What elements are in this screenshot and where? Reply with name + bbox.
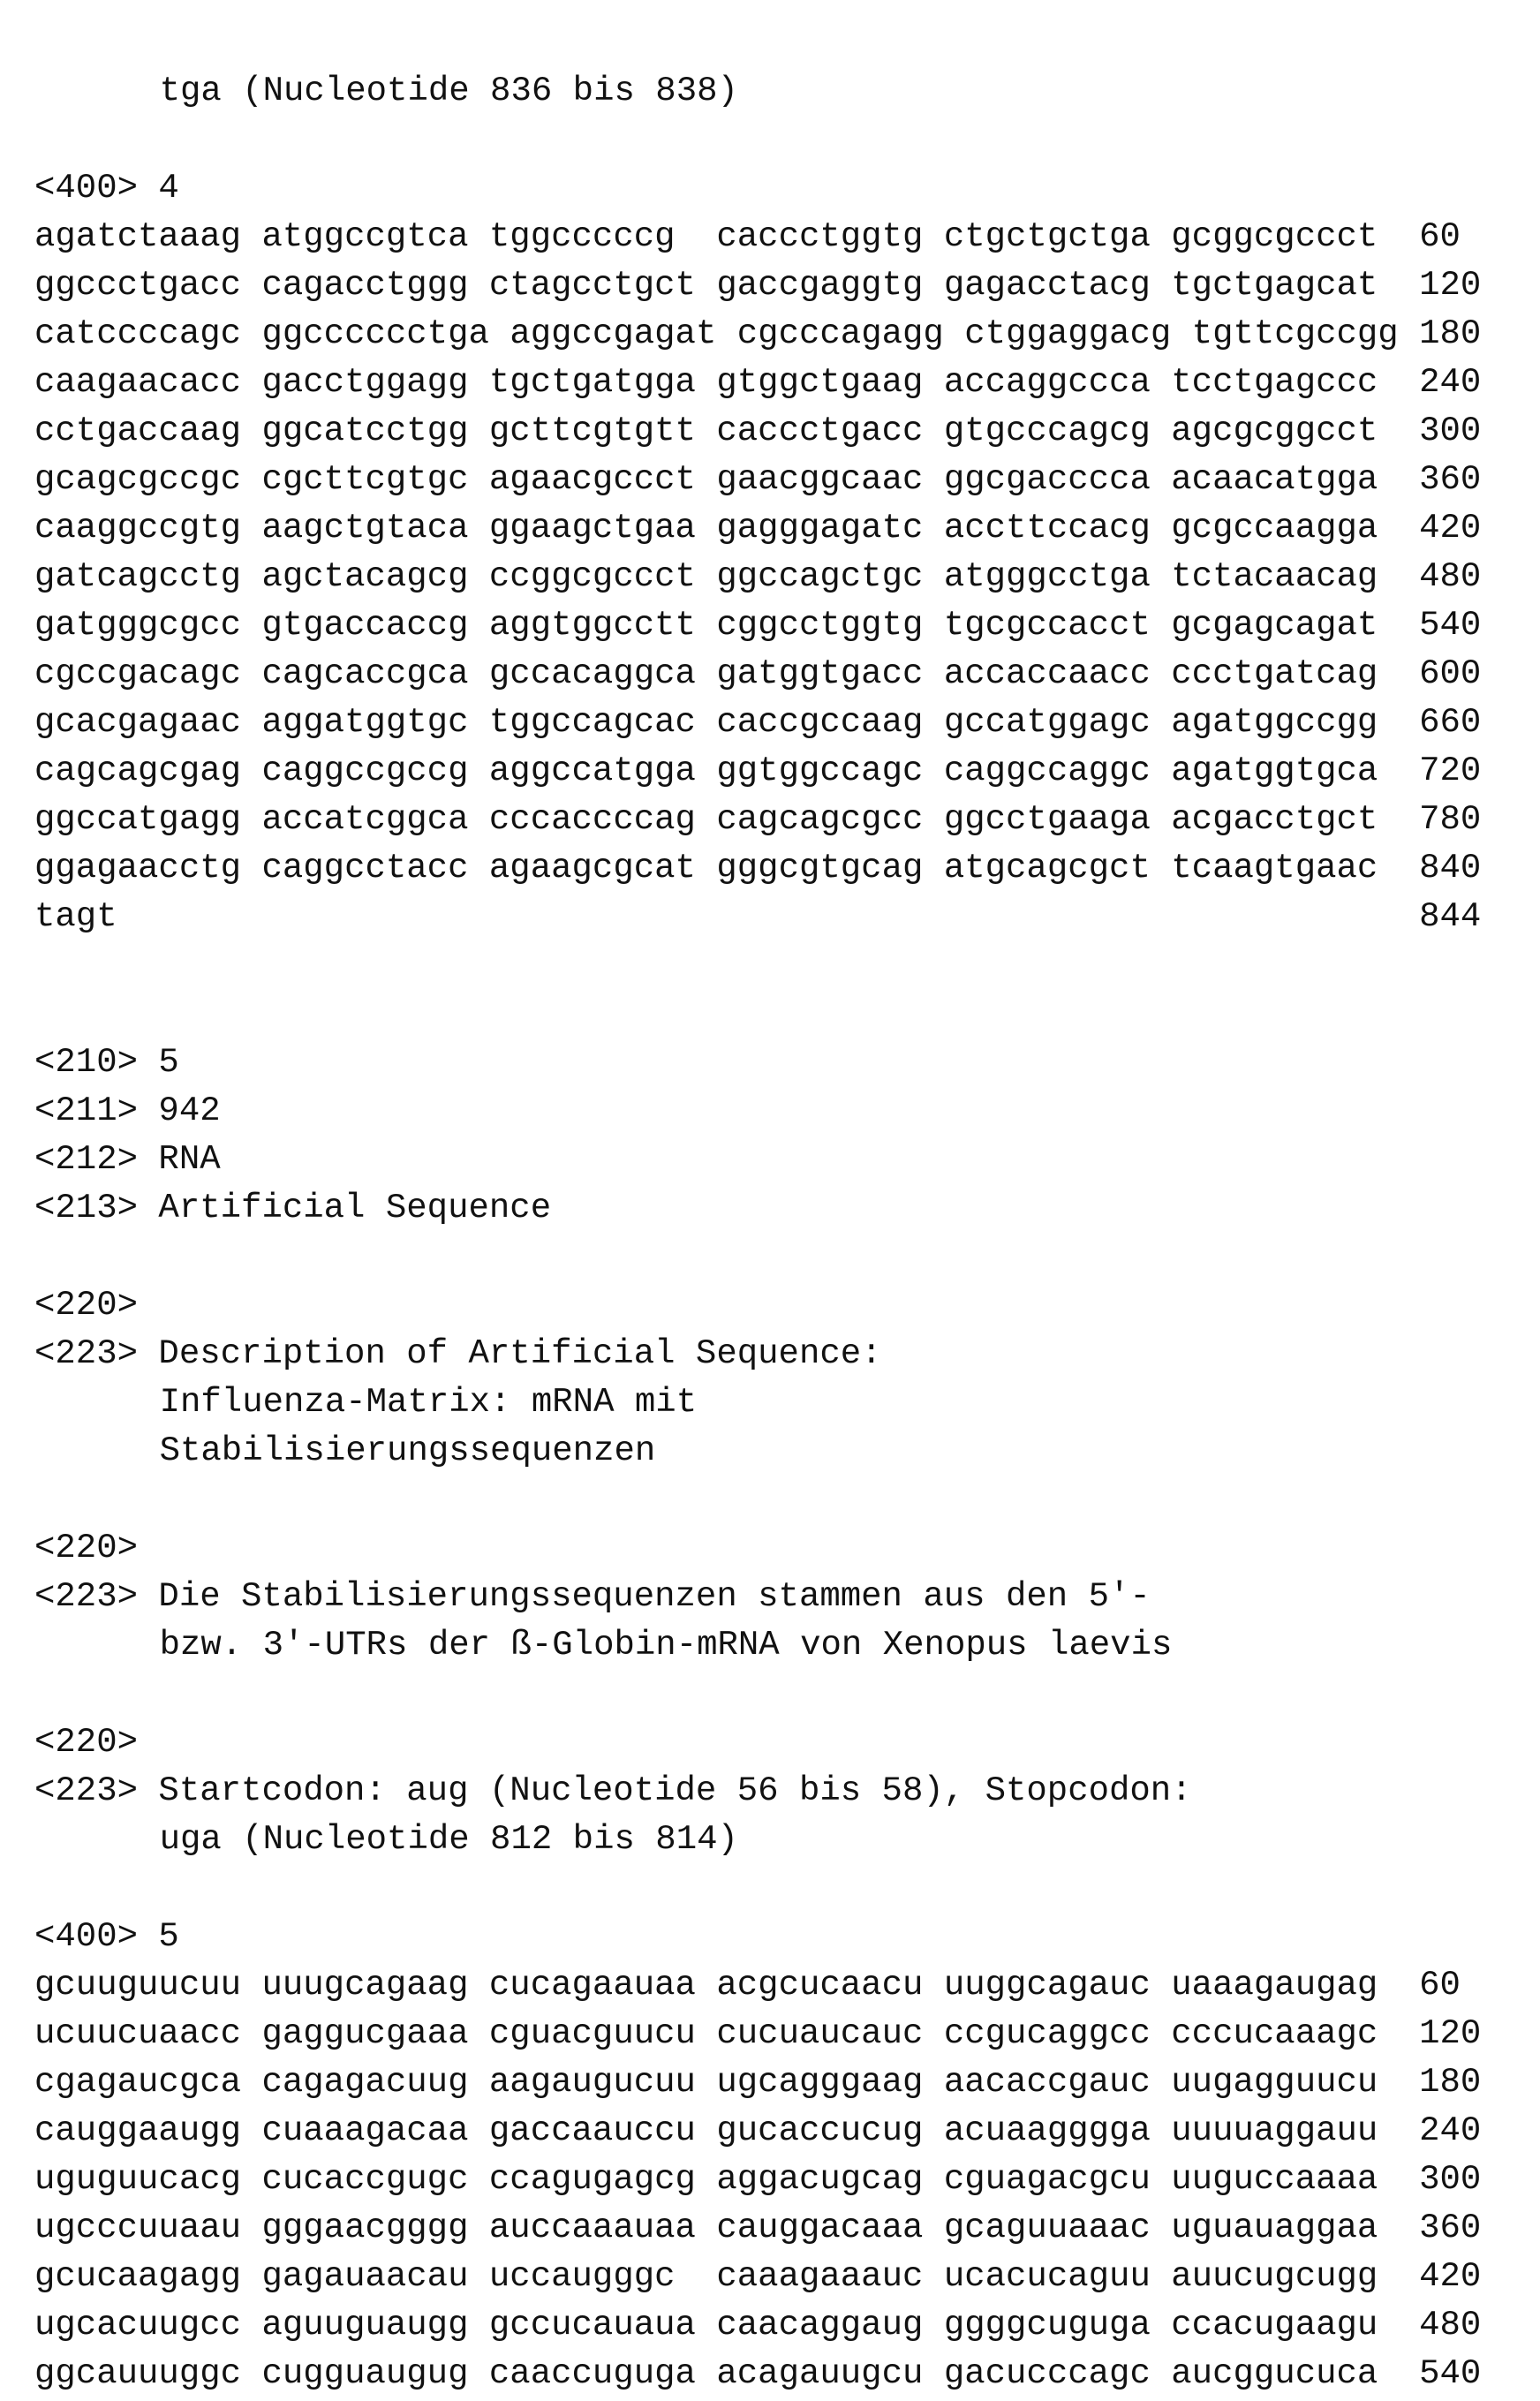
sequence-group: ugcacuugcc <box>34 2306 241 2344</box>
sequence-group: cugguaugug <box>261 2354 468 2393</box>
sequence-group: ucacucaguu <box>944 2257 1151 2296</box>
sequence-group: caccgccaag <box>716 703 923 742</box>
sequence-row <box>34 213 1481 261</box>
sequence-group: cccaccccag <box>489 800 696 839</box>
sequence-position-number: 420 <box>1419 2257 1481 2296</box>
sequence-group: accttccacg <box>944 509 1151 547</box>
feature-tag: <220> <box>34 1524 1481 1573</box>
sequence-group: tcaagtgaac <box>1171 849 1378 887</box>
sequence-group: uuugcagaag <box>261 1966 468 2005</box>
sequence-group: caccctgacc <box>716 411 923 450</box>
sequence-position-number: 300 <box>1419 2160 1481 2199</box>
sequence-group: gacctggagg <box>261 363 468 402</box>
seq5-organism: <213> Artificial Sequence <box>34 1184 1481 1233</box>
sequence-group: uguguucacg <box>34 2160 241 2199</box>
sequence-group: cagcagcgag <box>34 751 241 790</box>
sequence-group: cggcctggtg <box>716 606 923 645</box>
sequence-group: cucaccgugc <box>261 2160 468 2199</box>
sequence-group: ugcagggaag <box>716 2063 923 2102</box>
sequence-position-number: 180 <box>1419 2063 1481 2102</box>
sequence-position-number: 60 <box>1419 1966 1461 2005</box>
sequence-position-number: 540 <box>1419 2354 1481 2393</box>
sequence-position-number: 600 <box>1419 654 1481 693</box>
sequence-position-number: 480 <box>1419 557 1481 596</box>
sequence-group: accatcggca <box>261 800 468 839</box>
sequence-group: gatggtgacc <box>716 654 923 693</box>
sequence-row <box>34 698 1481 747</box>
sequence-group: aggccgagat <box>510 314 716 353</box>
sequence-group: uccaugggc <box>489 2257 676 2296</box>
sequence-group: aacaccgauc <box>944 2063 1151 2102</box>
sequence-group: gtggctgaag <box>716 363 923 402</box>
sequence-group: ggaagctgaa <box>489 509 696 547</box>
sequence-row <box>34 2301 1481 2350</box>
sequence-group: cgagaucgca <box>34 2063 241 2102</box>
sequence-group: gcggcgccct <box>1171 217 1378 256</box>
sequence-position-number: 780 <box>1419 800 1481 839</box>
sequence-group: ucuucuaacc <box>34 2014 241 2053</box>
sequence-group: aggacugcag <box>716 2160 923 2199</box>
sequence-group: cagcagcgcc <box>716 800 923 839</box>
sequence-row <box>34 359 1481 407</box>
sequence-position-number: 720 <box>1419 751 1481 790</box>
sequence-row <box>34 601 1481 650</box>
sequence-group: uugagguucu <box>1171 2063 1378 2102</box>
sequence-group: ggccatgagg <box>34 800 241 839</box>
sequence-group: agaagcgcat <box>489 849 696 887</box>
sequence-group: gccucauaua <box>489 2306 696 2344</box>
sequence-group: gagacctacg <box>944 266 1151 305</box>
sequence-group: ctgctgctga <box>944 217 1151 256</box>
sequence-group: gatcagcctg <box>34 557 241 596</box>
sequence-group: uuuuaggauu <box>1171 2111 1378 2150</box>
sequence-position-number: 540 <box>1419 606 1481 645</box>
sequence-group: tgcgccacct <box>944 606 1151 645</box>
sequence-group: caccctggtg <box>716 217 923 256</box>
sequence-group: cucuaucauc <box>716 2014 923 2053</box>
sequence-group: acuaagggga <box>944 2111 1151 2150</box>
feature-description-cont: Stabilisierungssequenzen <box>34 1427 1481 1476</box>
sequence-group: acaacatgga <box>1171 460 1378 499</box>
sequence-group: gtgcccagcg <box>944 411 1151 450</box>
sequence-group: ggccctgacc <box>34 266 241 305</box>
sequence-group: gcgccaagga <box>1171 509 1378 547</box>
sequence-group: cgccgacagc <box>34 654 241 693</box>
sequence-position-number: 844 <box>1419 897 1481 936</box>
sequence-position-number: 120 <box>1419 266 1481 305</box>
sequence-position-number: 840 <box>1419 849 1481 887</box>
sequence-group: cgcttcgtgc <box>261 460 468 499</box>
sequence-group: atgcagcgct <box>944 849 1151 887</box>
sequence-group: gcuuguucuu <box>34 1966 241 2005</box>
sequence-group: uuggcagauc <box>944 1966 1151 2005</box>
sequence-group: uaaagaugag <box>1171 1966 1378 2005</box>
sequence-position-number: 60 <box>1419 217 1461 256</box>
sequence-group: ggcauuuggc <box>34 2354 241 2393</box>
sequence-position-number: 180 <box>1419 314 1481 353</box>
sequence-group: cauggacaaa <box>716 2208 923 2247</box>
feature-description: <223> Die Stabilisierungssequenzen stammen aus den 5'- <box>34 1573 1481 1621</box>
sequence-row <box>34 2204 1481 2253</box>
seq4-sequence-block <box>34 213 1481 941</box>
sequence-row <box>34 650 1481 698</box>
sequence-group: cgcccagagg <box>737 314 944 353</box>
sequence-group: gcttcgtgtt <box>489 411 696 450</box>
sequence-group: ccgucaggcc <box>944 2014 1151 2053</box>
sequence-row <box>34 553 1481 601</box>
sequence-group: ugcccuuaau <box>34 2208 241 2247</box>
feature-description: <223> Description of Artificial Sequence: <box>34 1330 1481 1378</box>
sequence-row <box>34 2010 1481 2058</box>
sequence-group: tgctgagcat <box>1171 266 1378 305</box>
sequence-group: gaccgaggtg <box>716 266 923 305</box>
sequence-group: tgttcgccgg <box>1192 314 1399 353</box>
sequence-group: gtgaccaccg <box>261 606 468 645</box>
sequence-position-number: 660 <box>1419 703 1481 742</box>
sequence-position-number: 360 <box>1419 460 1481 499</box>
sequence-group: aagctgtaca <box>261 509 468 547</box>
sequence-group: acgacctgct <box>1171 800 1378 839</box>
sequence-row <box>34 456 1481 504</box>
sequence-listing-page <box>34 67 1481 2398</box>
sequence-group: agctacagcg <box>261 557 468 596</box>
sequence-group: ctggaggacg <box>964 314 1171 353</box>
sequence-group: accaccaacc <box>944 654 1151 693</box>
sequence-row <box>34 407 1481 456</box>
sequence-row <box>34 2107 1481 2156</box>
sequence-group: gcagcgccgc <box>34 460 241 499</box>
sequence-group: cguagacgcu <box>944 2160 1151 2199</box>
sequence-row <box>34 2058 1481 2107</box>
sequence-row <box>34 310 1481 359</box>
sequence-group: caggccgccg <box>261 751 468 790</box>
seq4-feature-continuation: tga (Nucleotide 836 bis 838) <box>34 67 1481 116</box>
sequence-group: ccagugagcg <box>489 2160 696 2199</box>
sequence-group: uuguccaaaa <box>1171 2160 1378 2199</box>
sequence-row <box>34 2156 1481 2204</box>
sequence-group: gggcgtgcag <box>716 849 923 887</box>
sequence-group: gaccaauccu <box>489 2111 696 2150</box>
sequence-group: cagacctggg <box>261 266 468 305</box>
sequence-group: ccggcgccct <box>489 557 696 596</box>
feature-description-cont: uga (Nucleotide 812 bis 814) <box>34 1816 1481 1864</box>
sequence-group: aggtggcctt <box>489 606 696 645</box>
sequence-group: tgctgatgga <box>489 363 696 402</box>
seq4-sequence-tag: <400> 4 <box>34 164 1481 213</box>
sequence-row <box>34 747 1481 796</box>
sequence-group: aggccatgga <box>489 751 696 790</box>
feature-description-cont: Influenza-Matrix: mRNA mit <box>34 1378 1481 1427</box>
sequence-group: ctagcctgct <box>489 266 696 305</box>
sequence-group: cagcaccgca <box>261 654 468 693</box>
sequence-group: catccccagc <box>34 314 241 353</box>
sequence-group: agatctaaag <box>34 217 241 256</box>
sequence-group: ggcatcctgg <box>261 411 468 450</box>
sequence-row <box>34 844 1481 893</box>
sequence-row <box>34 261 1481 310</box>
sequence-row <box>34 893 1481 941</box>
sequence-group: agaacgccct <box>489 460 696 499</box>
sequence-group: gatgggcgcc <box>34 606 241 645</box>
sequence-group: gaggucgaaa <box>261 2014 468 2053</box>
sequence-group: caggcctacc <box>261 849 468 887</box>
sequence-group: accaggccca <box>944 363 1151 402</box>
sequence-position-number: 120 <box>1419 2014 1481 2053</box>
sequence-group: cagagacuug <box>261 2063 468 2102</box>
seq5-sequence-block <box>34 1961 1481 2398</box>
sequence-group: agcgcggcct <box>1171 411 1378 450</box>
sequence-group: cauggaaugg <box>34 2111 241 2150</box>
feature-description: <223> Startcodon: aug (Nucleotide 56 bis 58), Stopcodon: <box>34 1767 1481 1816</box>
sequence-group: gcacgagaac <box>34 703 241 742</box>
sequence-row <box>34 2253 1481 2301</box>
sequence-group: agatggccgg <box>1171 703 1378 742</box>
sequence-group: ggccagctgc <box>716 557 923 596</box>
sequence-group: gaacggcaac <box>716 460 923 499</box>
sequence-group: aucggucuca <box>1171 2354 1378 2393</box>
sequence-group: gagauaacau <box>261 2257 468 2296</box>
sequence-group: tggcccccg <box>489 217 676 256</box>
sequence-group: ggagaacctg <box>34 849 241 887</box>
sequence-group: gucaccucug <box>716 2111 923 2150</box>
feature-tag: <220> <box>34 1281 1481 1330</box>
sequence-group: gcucaagagg <box>34 2257 241 2296</box>
sequence-group: agatggtgca <box>1171 751 1378 790</box>
sequence-group: ggcctgaaga <box>944 800 1151 839</box>
sequence-position-number: 420 <box>1419 509 1481 547</box>
sequence-group: cctgaccaag <box>34 411 241 450</box>
feature-tag: <220> <box>34 1718 1481 1767</box>
sequence-group: ggtggccagc <box>716 751 923 790</box>
sequence-group: tagt <box>34 897 117 936</box>
sequence-position-number: 360 <box>1419 2208 1481 2247</box>
seq5-id: <210> 5 <box>34 1038 1481 1087</box>
sequence-position-number: 300 <box>1419 411 1481 450</box>
sequence-group: uguauaggaa <box>1171 2208 1378 2247</box>
sequence-group: gccacaggca <box>489 654 696 693</box>
sequence-group: atggccgtca <box>261 217 468 256</box>
sequence-group: cucagaauaa <box>489 1966 696 2005</box>
sequence-group: caaggccgtg <box>34 509 241 547</box>
sequence-group: gccatggagc <box>944 703 1151 742</box>
sequence-group: ggcgacccca <box>944 460 1151 499</box>
sequence-group: tggccagcac <box>489 703 696 742</box>
sequence-row <box>34 1961 1481 2010</box>
sequence-group: acgcucaacu <box>716 1966 923 2005</box>
seq5-length: <211> 942 <box>34 1087 1481 1136</box>
sequence-row <box>34 796 1481 844</box>
seq5-type: <212> RNA <box>34 1136 1481 1184</box>
sequence-group: caaccuguga <box>489 2354 696 2393</box>
sequence-group: cccucaaagc <box>1171 2014 1378 2053</box>
sequence-group: auccaaauaa <box>489 2208 696 2247</box>
sequence-group: atgggcctga <box>944 557 1151 596</box>
sequence-group: gcaguuaaac <box>944 2208 1151 2247</box>
sequence-group: ccctgatcag <box>1171 654 1378 693</box>
feature-description-cont: bzw. 3'-UTRs der ß-Globin-mRNA von Xenopus laevis <box>34 1621 1481 1670</box>
sequence-row <box>34 504 1481 553</box>
sequence-group: caaagaaauc <box>716 2257 923 2296</box>
sequence-position-number: 480 <box>1419 2306 1481 2344</box>
sequence-group: acagauugcu <box>716 2354 923 2393</box>
sequence-group: tctacaacag <box>1171 557 1378 596</box>
sequence-group: auucugcugg <box>1171 2257 1378 2296</box>
sequence-group: ccacugaagu <box>1171 2306 1378 2344</box>
sequence-group: cguacguucu <box>489 2014 696 2053</box>
sequence-group: aagaugucuu <box>489 2063 696 2102</box>
sequence-group: caagaacacc <box>34 363 241 402</box>
sequence-group: tcctgagccc <box>1171 363 1378 402</box>
sequence-position-number: 240 <box>1419 2111 1481 2150</box>
sequence-group: cuaaagacaa <box>261 2111 468 2150</box>
sequence-group: aggatggtgc <box>261 703 468 742</box>
sequence-position-number: 240 <box>1419 363 1481 402</box>
sequence-group: gggaacgggg <box>261 2208 468 2247</box>
seq5-sequence-tag: <400> 5 <box>34 1913 1481 1961</box>
sequence-group: gagggagatc <box>716 509 923 547</box>
sequence-group: gcgagcagat <box>1171 606 1378 645</box>
sequence-group: caggccaggc <box>944 751 1151 790</box>
sequence-row <box>34 2350 1481 2398</box>
sequence-group: caacaggaug <box>716 2306 923 2344</box>
sequence-group: aguuguaugg <box>261 2306 468 2344</box>
sequence-group: ggcccccctga <box>261 314 488 353</box>
sequence-group: ggggcuguga <box>944 2306 1151 2344</box>
sequence-group: gacucccagc <box>944 2354 1151 2393</box>
